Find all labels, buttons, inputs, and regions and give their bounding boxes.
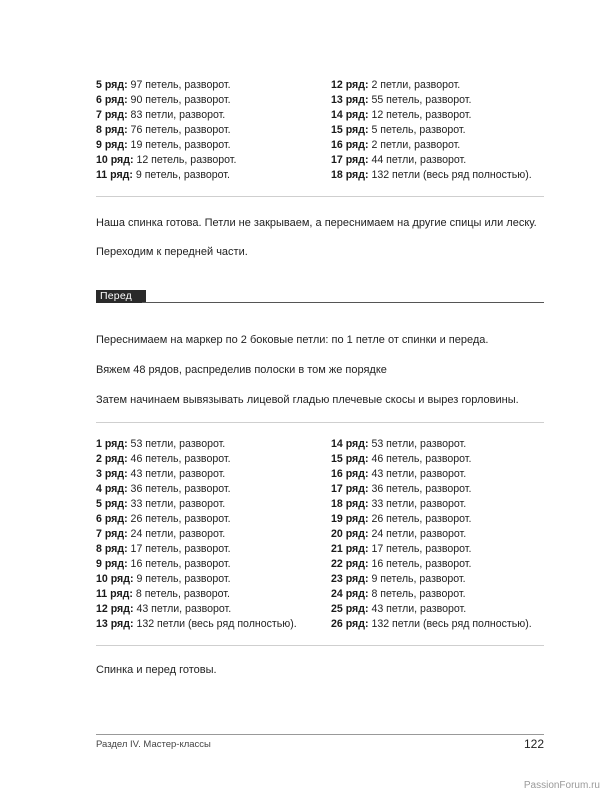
row-number: 8 ряд: xyxy=(96,124,128,136)
front-rows-block xyxy=(96,437,546,632)
row-instruction: 132 петли (весь ряд полностью). xyxy=(368,169,532,181)
markers-text: Переснимаем на маркер по 2 боковые петли: по 1 петле от спинки и переда. xyxy=(96,334,489,346)
row-instruction: 46 петель, разворот. xyxy=(368,453,472,465)
row-number: 5 ряд: xyxy=(96,498,128,510)
row-instruction: 33 петли, разворот. xyxy=(127,498,226,510)
row-item xyxy=(96,527,331,542)
row-instruction: 33 петли, разворот. xyxy=(368,498,467,510)
knit48-text: Вяжем 48 рядов, распределив полоски в том же порядке xyxy=(96,364,387,376)
row-number: 1 ряд: xyxy=(96,438,128,450)
row-number: 2 ряд: xyxy=(96,453,128,465)
row-number: 18 ряд: xyxy=(331,169,369,181)
row-instruction: 8 петель, разворот. xyxy=(368,588,466,600)
row-instruction: 97 петель, разворот. xyxy=(127,79,231,91)
back-rows-right xyxy=(331,78,546,183)
row-item xyxy=(331,497,546,512)
row-instruction: 36 петель, разворот. xyxy=(127,483,231,495)
back-done-text: Наша спинка готова. Петли не закрываем, а переснимаем на другие спицы или леску. xyxy=(96,217,537,229)
row-item xyxy=(331,123,546,138)
front-rows-right xyxy=(331,437,546,632)
row-number: 26 ряд: xyxy=(331,618,369,630)
row-item xyxy=(96,482,331,497)
row-number: 18 ряд: xyxy=(331,498,369,510)
row-item xyxy=(96,168,331,183)
row-item xyxy=(96,108,331,123)
row-item xyxy=(96,93,331,108)
row-number: 13 ряд: xyxy=(96,618,134,630)
row-instruction: 53 петли, разворот. xyxy=(127,438,226,450)
row-number: 22 ряд: xyxy=(331,558,369,570)
row-instruction: 36 петель, разворот. xyxy=(368,483,472,495)
row-item xyxy=(96,572,331,587)
row-instruction: 76 петель, разворот. xyxy=(127,124,231,136)
row-number: 21 ряд: xyxy=(331,543,369,555)
row-number: 15 ряд: xyxy=(331,124,369,136)
row-item xyxy=(331,93,546,108)
row-number: 12 ряд: xyxy=(331,79,369,91)
row-number: 17 ряд: xyxy=(331,483,369,495)
row-item xyxy=(331,482,546,497)
row-instruction: 53 петли, разворот. xyxy=(368,438,467,450)
row-instruction: 9 петель, разворот. xyxy=(133,573,231,585)
go-front-text: Переходим к передней части. xyxy=(96,246,248,258)
row-instruction: 24 петли, разворот. xyxy=(127,528,226,540)
row-instruction: 2 петли, разворот. xyxy=(368,79,461,91)
row-instruction: 17 петель, разворот. xyxy=(127,543,231,555)
row-item xyxy=(96,557,331,572)
row-number: 13 ряд: xyxy=(331,94,369,106)
row-item xyxy=(96,617,331,632)
row-number: 12 ряд: xyxy=(96,603,134,615)
row-instruction: 43 петли, разворот. xyxy=(133,603,232,615)
row-number: 23 ряд: xyxy=(331,573,369,585)
watermark: PassionForum.ru xyxy=(523,780,600,791)
row-number: 11 ряд: xyxy=(96,169,133,181)
row-instruction: 43 петли, разворот. xyxy=(368,603,467,615)
row-item xyxy=(331,78,546,93)
row-instruction: 12 петель, разворот. xyxy=(133,154,237,166)
row-number: 17 ряд: xyxy=(331,154,369,166)
row-instruction: 9 петель, разворот. xyxy=(132,169,230,181)
row-item xyxy=(331,467,546,482)
row-instruction: 132 петли (весь ряд полностью). xyxy=(368,618,532,630)
row-number: 11 ряд: xyxy=(96,588,133,600)
row-number: 16 ряд: xyxy=(331,468,369,480)
row-instruction: 83 петли, разворот. xyxy=(127,109,226,121)
divider xyxy=(96,645,544,646)
row-item xyxy=(96,587,331,602)
row-instruction: 26 петель, разворот. xyxy=(368,513,472,525)
row-instruction: 90 петель, разворот. xyxy=(127,94,231,106)
row-number: 7 ряд: xyxy=(96,109,128,121)
row-instruction: 43 петли, разворот. xyxy=(368,468,467,480)
row-instruction: 17 петель, разворот. xyxy=(368,543,472,555)
row-item xyxy=(331,138,546,153)
row-number: 10 ряд: xyxy=(96,154,134,166)
row-instruction: 12 петель, разворот. xyxy=(368,109,472,121)
row-number: 5 ряд: xyxy=(96,79,128,91)
row-item xyxy=(331,572,546,587)
final-text: Спинка и перед готовы. xyxy=(96,664,217,676)
row-number: 10 ряд: xyxy=(96,573,134,585)
row-instruction: 24 петли, разворот. xyxy=(368,528,467,540)
row-item xyxy=(331,153,546,168)
divider xyxy=(96,196,544,197)
row-instruction: 8 петель, разворот. xyxy=(132,588,230,600)
then-text: Затем начинаем вывязывать лицевой гладью плечевые скосы и вырез горловины. xyxy=(96,394,519,406)
row-number: 14 ряд: xyxy=(331,109,369,121)
row-instruction: 55 петель, разворот. xyxy=(368,94,472,106)
section-underline xyxy=(142,302,544,303)
row-instruction: 16 петель, разворот. xyxy=(127,558,231,570)
row-instruction: 44 петли, разворот. xyxy=(368,154,467,166)
row-number: 20 ряд: xyxy=(331,528,369,540)
row-item xyxy=(331,168,546,183)
row-item xyxy=(96,512,331,527)
row-item xyxy=(96,497,331,512)
front-rows-left xyxy=(96,437,331,632)
row-item xyxy=(331,452,546,467)
footer-rule xyxy=(96,734,544,735)
row-number: 7 ряд: xyxy=(96,528,128,540)
back-rows-left xyxy=(96,78,331,183)
row-instruction: 9 петель, разворот. xyxy=(368,573,466,585)
row-item xyxy=(96,153,331,168)
row-number: 25 ряд: xyxy=(331,603,369,615)
page-number: 122 xyxy=(523,737,544,751)
row-item xyxy=(96,123,331,138)
row-number: 4 ряд: xyxy=(96,483,128,495)
row-instruction: 5 петель, разворот. xyxy=(368,124,466,136)
row-item xyxy=(331,617,546,632)
row-number: 6 ряд: xyxy=(96,513,128,525)
row-number: 14 ряд: xyxy=(331,438,369,450)
row-number: 19 ряд: xyxy=(331,513,369,525)
row-instruction: 19 петель, разворот. xyxy=(127,139,231,151)
row-number: 6 ряд: xyxy=(96,94,128,106)
section-title: Перед xyxy=(96,290,146,303)
row-number: 15 ряд: xyxy=(331,453,369,465)
row-number: 9 ряд: xyxy=(96,558,128,570)
row-number: 16 ряд: xyxy=(331,139,369,151)
row-item xyxy=(331,557,546,572)
row-item xyxy=(96,467,331,482)
row-number: 8 ряд: xyxy=(96,543,128,555)
row-number: 24 ряд: xyxy=(331,588,369,600)
back-rows-block xyxy=(96,78,546,183)
row-item xyxy=(96,138,331,153)
row-number: 3 ряд: xyxy=(96,468,128,480)
row-item xyxy=(331,542,546,557)
row-item xyxy=(96,78,331,93)
footer-section: Раздел IV. Мастер-классы xyxy=(96,739,211,750)
row-item xyxy=(331,437,546,452)
row-instruction: 43 петли, разворот. xyxy=(127,468,226,480)
row-item xyxy=(96,437,331,452)
row-instruction: 132 петли (весь ряд полностью). xyxy=(133,618,297,630)
row-item xyxy=(331,512,546,527)
row-item xyxy=(331,587,546,602)
row-instruction: 16 петель, разворот. xyxy=(368,558,472,570)
row-item xyxy=(331,602,546,617)
row-number: 9 ряд: xyxy=(96,139,128,151)
row-item xyxy=(96,602,331,617)
row-instruction: 2 петли, разворот. xyxy=(368,139,461,151)
row-item xyxy=(96,452,331,467)
row-item xyxy=(331,108,546,123)
row-instruction: 26 петель, разворот. xyxy=(127,513,231,525)
divider xyxy=(96,422,544,423)
row-item xyxy=(96,542,331,557)
row-item xyxy=(331,527,546,542)
row-instruction: 46 петель, разворот. xyxy=(127,453,231,465)
